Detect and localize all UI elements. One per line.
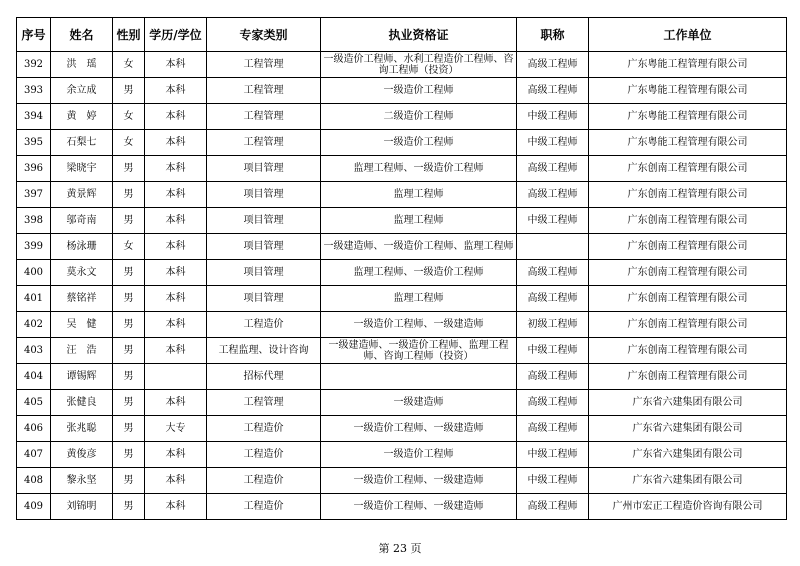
cell-gender: 女 bbox=[113, 130, 145, 156]
cell-employer: 广东粤能工程管理有限公司 bbox=[589, 104, 787, 130]
cell-qualification bbox=[321, 364, 517, 390]
cell-no: 403 bbox=[17, 338, 51, 364]
cell-gender: 男 bbox=[113, 208, 145, 234]
cell-degree: 本科 bbox=[145, 104, 207, 130]
cell-qualification: 二级造价工程师 bbox=[321, 104, 517, 130]
table-row bbox=[17, 52, 787, 78]
table-row bbox=[17, 260, 787, 286]
cell-gender: 男 bbox=[113, 78, 145, 104]
cell-employer: 广东省六建集团有限公司 bbox=[589, 416, 787, 442]
cell-title: 高级工程师 bbox=[517, 182, 589, 208]
cell-name: 蔡铭祥 bbox=[51, 286, 113, 312]
cell-gender: 男 bbox=[113, 286, 145, 312]
cell-employer: 广东创南工程管理有限公司 bbox=[589, 286, 787, 312]
cell-no: 401 bbox=[17, 286, 51, 312]
cell-title: 中级工程师 bbox=[517, 338, 589, 364]
cell-no: 399 bbox=[17, 234, 51, 260]
cell-employer: 广东创南工程管理有限公司 bbox=[589, 364, 787, 390]
cell-gender: 男 bbox=[113, 494, 145, 520]
table-row bbox=[17, 338, 787, 364]
cell-employer: 广东省六建集团有限公司 bbox=[589, 468, 787, 494]
cell-name: 张健良 bbox=[51, 390, 113, 416]
cell-title: 高级工程师 bbox=[517, 494, 589, 520]
cell-gender: 男 bbox=[113, 182, 145, 208]
table-row bbox=[17, 286, 787, 312]
cell-qualification: 监理工程师 bbox=[321, 182, 517, 208]
cell-no: 405 bbox=[17, 390, 51, 416]
col-header-qualification: 执业资格证 bbox=[321, 18, 517, 52]
cell-name: 吴 健 bbox=[51, 312, 113, 338]
cell-name: 谭锡辉 bbox=[51, 364, 113, 390]
cell-qualification: 监理工程师、一级造价工程师 bbox=[321, 156, 517, 182]
cell-no: 406 bbox=[17, 416, 51, 442]
cell-gender: 男 bbox=[113, 442, 145, 468]
cell-no: 392 bbox=[17, 52, 51, 78]
cell-title: 高级工程师 bbox=[517, 286, 589, 312]
col-header-title: 职称 bbox=[517, 18, 589, 52]
table-row bbox=[17, 208, 787, 234]
cell-qualification: 一级造价工程师、一级建造师 bbox=[321, 468, 517, 494]
col-header-employer: 工作单位 bbox=[589, 18, 787, 52]
page-number: 第 23 页 bbox=[378, 542, 422, 555]
cell-title: 中级工程师 bbox=[517, 130, 589, 156]
cell-title: 高级工程师 bbox=[517, 416, 589, 442]
cell-no: 397 bbox=[17, 182, 51, 208]
table-row bbox=[17, 234, 787, 260]
cell-name: 黎永坚 bbox=[51, 468, 113, 494]
cell-name: 黄 婷 bbox=[51, 104, 113, 130]
cell-name: 梁晓宇 bbox=[51, 156, 113, 182]
cell-degree: 大专 bbox=[145, 416, 207, 442]
table-row bbox=[17, 416, 787, 442]
col-header-degree: 学历/学位 bbox=[145, 18, 207, 52]
cell-category: 项目管理 bbox=[207, 208, 321, 234]
table-row bbox=[17, 312, 787, 338]
cell-gender: 男 bbox=[113, 312, 145, 338]
cell-degree bbox=[145, 364, 207, 390]
cell-qualification: 一级造价工程师 bbox=[321, 78, 517, 104]
cell-no: 394 bbox=[17, 104, 51, 130]
cell-employer: 广东创南工程管理有限公司 bbox=[589, 338, 787, 364]
cell-employer: 广东创南工程管理有限公司 bbox=[589, 234, 787, 260]
cell-degree: 本科 bbox=[145, 390, 207, 416]
cell-degree: 本科 bbox=[145, 156, 207, 182]
cell-gender: 男 bbox=[113, 364, 145, 390]
cell-employer: 广东创南工程管理有限公司 bbox=[589, 156, 787, 182]
cell-gender: 男 bbox=[113, 338, 145, 364]
cell-degree: 本科 bbox=[145, 52, 207, 78]
cell-category: 项目管理 bbox=[207, 260, 321, 286]
cell-title: 中级工程师 bbox=[517, 208, 589, 234]
cell-degree: 本科 bbox=[145, 312, 207, 338]
cell-no: 407 bbox=[17, 442, 51, 468]
cell-employer: 广东粤能工程管理有限公司 bbox=[589, 52, 787, 78]
cell-title bbox=[517, 234, 589, 260]
cell-qualification: 一级造价工程师 bbox=[321, 130, 517, 156]
cell-employer: 广东创南工程管理有限公司 bbox=[589, 208, 787, 234]
cell-qualification: 一级造价工程师、一级建造师 bbox=[321, 416, 517, 442]
cell-no: 398 bbox=[17, 208, 51, 234]
cell-title: 中级工程师 bbox=[517, 104, 589, 130]
cell-name: 杨泳珊 bbox=[51, 234, 113, 260]
cell-gender: 男 bbox=[113, 390, 145, 416]
cell-category: 工程管理 bbox=[207, 78, 321, 104]
cell-qualification: 一级造价工程师、一级建造师 bbox=[321, 494, 517, 520]
cell-name: 张兆聪 bbox=[51, 416, 113, 442]
col-header-category: 专家类别 bbox=[207, 18, 321, 52]
cell-category: 项目管理 bbox=[207, 286, 321, 312]
cell-category: 项目管理 bbox=[207, 234, 321, 260]
cell-no: 400 bbox=[17, 260, 51, 286]
cell-category: 工程管理 bbox=[207, 104, 321, 130]
cell-qualification: 一级造价工程师、水利工程造价工程师、咨询工程师（投资） bbox=[321, 52, 517, 78]
table-row bbox=[17, 364, 787, 390]
table-header-row bbox=[17, 18, 787, 52]
cell-employer: 广东省六建集团有限公司 bbox=[589, 442, 787, 468]
cell-name: 邬奇南 bbox=[51, 208, 113, 234]
cell-category: 工程造价 bbox=[207, 442, 321, 468]
cell-category: 工程管理 bbox=[207, 130, 321, 156]
cell-name: 莫永文 bbox=[51, 260, 113, 286]
cell-title: 高级工程师 bbox=[517, 390, 589, 416]
cell-name: 汪 浩 bbox=[51, 338, 113, 364]
col-header-name: 姓名 bbox=[51, 18, 113, 52]
table-row bbox=[17, 156, 787, 182]
table-row bbox=[17, 104, 787, 130]
cell-qualification: 监理工程师 bbox=[321, 208, 517, 234]
cell-no: 404 bbox=[17, 364, 51, 390]
cell-qualification: 一级建造师、一级造价工程师、监理工程师 bbox=[321, 234, 517, 260]
cell-category: 工程造价 bbox=[207, 468, 321, 494]
table-row bbox=[17, 442, 787, 468]
cell-gender: 男 bbox=[113, 260, 145, 286]
cell-employer: 广州市宏正工程造价咨询有限公司 bbox=[589, 494, 787, 520]
col-header-gender: 性别 bbox=[113, 18, 145, 52]
cell-degree: 本科 bbox=[145, 234, 207, 260]
cell-degree: 本科 bbox=[145, 468, 207, 494]
cell-title: 高级工程师 bbox=[517, 260, 589, 286]
cell-category: 工程造价 bbox=[207, 494, 321, 520]
cell-qualification: 一级造价工程师 bbox=[321, 442, 517, 468]
cell-name: 黄景辉 bbox=[51, 182, 113, 208]
table-body bbox=[17, 52, 787, 520]
table-row bbox=[17, 468, 787, 494]
cell-degree: 本科 bbox=[145, 494, 207, 520]
cell-category: 项目管理 bbox=[207, 182, 321, 208]
cell-degree: 本科 bbox=[145, 208, 207, 234]
cell-gender: 男 bbox=[113, 416, 145, 442]
cell-degree: 本科 bbox=[145, 260, 207, 286]
cell-title: 高级工程师 bbox=[517, 156, 589, 182]
cell-employer: 广东粤能工程管理有限公司 bbox=[589, 130, 787, 156]
cell-category: 招标代理 bbox=[207, 364, 321, 390]
cell-degree: 本科 bbox=[145, 130, 207, 156]
cell-name: 石梨七 bbox=[51, 130, 113, 156]
cell-no: 396 bbox=[17, 156, 51, 182]
cell-gender: 男 bbox=[113, 468, 145, 494]
cell-qualification: 监理工程师 bbox=[321, 286, 517, 312]
cell-employer: 广东创南工程管理有限公司 bbox=[589, 312, 787, 338]
cell-degree: 本科 bbox=[145, 78, 207, 104]
table-row bbox=[17, 494, 787, 520]
cell-category: 工程造价 bbox=[207, 312, 321, 338]
cell-name: 刘锦明 bbox=[51, 494, 113, 520]
cell-category: 工程管理 bbox=[207, 390, 321, 416]
cell-name: 黄俊彦 bbox=[51, 442, 113, 468]
cell-qualification: 一级建造师、一级造价工程师、监理工程师、咨询工程师（投资） bbox=[321, 338, 517, 364]
cell-employer: 广东创南工程管理有限公司 bbox=[589, 260, 787, 286]
cell-employer: 广东粤能工程管理有限公司 bbox=[589, 78, 787, 104]
cell-gender: 女 bbox=[113, 52, 145, 78]
cell-degree: 本科 bbox=[145, 182, 207, 208]
cell-no: 393 bbox=[17, 78, 51, 104]
cell-title: 高级工程师 bbox=[517, 52, 589, 78]
cell-no: 395 bbox=[17, 130, 51, 156]
cell-category: 项目管理 bbox=[207, 156, 321, 182]
table-row bbox=[17, 78, 787, 104]
cell-category: 工程造价 bbox=[207, 416, 321, 442]
cell-no: 402 bbox=[17, 312, 51, 338]
table-row bbox=[17, 182, 787, 208]
cell-qualification: 一级造价工程师、一级建造师 bbox=[321, 312, 517, 338]
cell-no: 408 bbox=[17, 468, 51, 494]
table-row bbox=[17, 130, 787, 156]
cell-title: 初级工程师 bbox=[517, 312, 589, 338]
cell-title: 中级工程师 bbox=[517, 468, 589, 494]
cell-name: 洪 瑶 bbox=[51, 52, 113, 78]
cell-gender: 女 bbox=[113, 104, 145, 130]
cell-title: 高级工程师 bbox=[517, 364, 589, 390]
cell-qualification: 监理工程师、一级造价工程师 bbox=[321, 260, 517, 286]
cell-no: 409 bbox=[17, 494, 51, 520]
col-header-no: 序号 bbox=[17, 18, 51, 52]
table-row bbox=[17, 390, 787, 416]
cell-name: 余立成 bbox=[51, 78, 113, 104]
cell-title: 中级工程师 bbox=[517, 442, 589, 468]
cell-gender: 男 bbox=[113, 156, 145, 182]
cell-category: 工程监理、设计咨询 bbox=[207, 338, 321, 364]
cell-employer: 广东创南工程管理有限公司 bbox=[589, 182, 787, 208]
cell-qualification: 一级建造师 bbox=[321, 390, 517, 416]
cell-degree: 本科 bbox=[145, 442, 207, 468]
cell-gender: 女 bbox=[113, 234, 145, 260]
cell-degree: 本科 bbox=[145, 286, 207, 312]
cell-title: 高级工程师 bbox=[517, 78, 589, 104]
cell-category: 工程管理 bbox=[207, 52, 321, 78]
expert-table bbox=[16, 17, 787, 520]
cell-degree: 本科 bbox=[145, 338, 207, 364]
cell-employer: 广东省六建集团有限公司 bbox=[589, 390, 787, 416]
